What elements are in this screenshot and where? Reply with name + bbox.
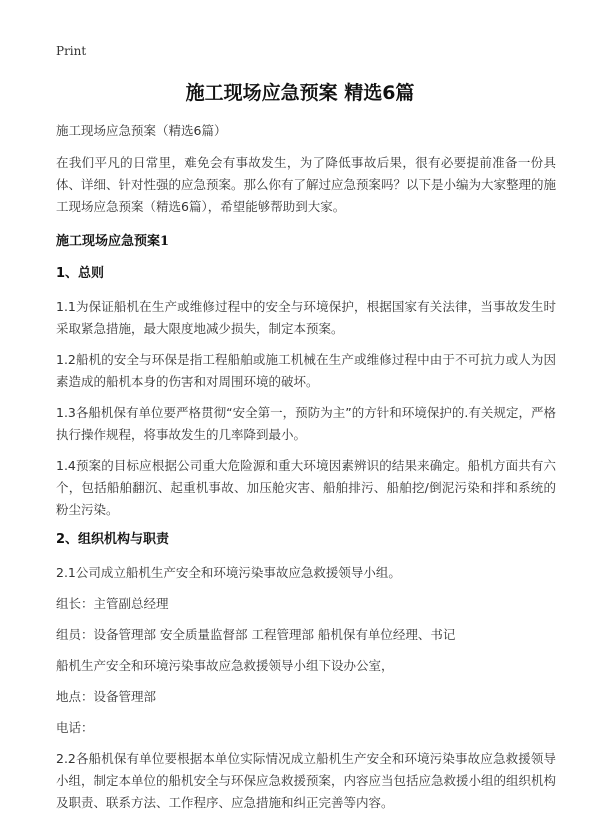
paragraph-1-4: 1.4预案的目标应根据公司重大危险源和重大环境因素辨识的结果来确定。船机方面共有六个，包括船舶翻沉、起重机事故、加压舱灾害、船舶排污、船舶挖/倒泥污染和拌和系统的粉尘污染。	[56, 458, 556, 517]
document-body	[56, 120, 556, 823]
paragraph-location: 地点：设备管理部	[56, 689, 157, 704]
paragraph-leader: 组长：主管副总经理	[56, 596, 169, 611]
document-subtitle: 施工现场应急预案（精选6篇）	[56, 123, 227, 138]
subsection-heading-general: 1、总则	[56, 266, 105, 281]
paragraph-2-2: 2.2各船机保有单位要根据本单位实际情况成立船机生产安全和环境污染事故应急救援领导小组，制定本单位的船机安全与环保应急救援预案，内容应当包括应急救援小组的组织机构及职责、联系方法、工作程序、应急措施和纠正完善等内容。	[56, 751, 557, 810]
paragraph-1-3: 1.3各船机保有单位要严格贯彻“安全第一，预防为主”的方针和环境保护的.有关规定，严格执行操作规程，将事故发生的几率降到最小。	[56, 405, 556, 442]
paragraph-2-1: 2.1公司成立船机生产安全和环境污染事故应急救援领导小组。	[56, 565, 401, 580]
intro-paragraph: 在我们平凡的日常里，难免会有事故发生，为了降低事故后果，很有必要提前准备一份具体、详细、针对性强的应急预案。那么你有了解过应急预案吗？以下是小编为大家整理的施工现场应急预案（精选6篇），希望能够帮助到大家。	[56, 155, 557, 214]
section-heading: 施工现场应急预案1	[56, 234, 170, 249]
subsection-heading-organization: 2、组织机构与职责	[56, 532, 170, 547]
paragraph-phone: 电话：	[56, 720, 94, 735]
paragraph-members: 组员：设备管理部 安全质量监督部 工程管理部 船机保有单位经理、书记	[56, 627, 456, 642]
paragraph-office: 船机生产安全和环境污染事故应急救援领导小组下设办公室，	[56, 658, 394, 673]
page-title: 施工现场应急预案 精选6篇	[185, 82, 415, 104]
paragraph-1-2: 1.2船机的安全与环保是指工程船舶或施工机械在生产或维修过程中由于不可抗力或人为因素造成的船机本身的伤害和对周围环境的破坏。	[56, 352, 556, 389]
print-link[interactable]: Print	[56, 44, 87, 58]
paragraph-1-1: 1.1为保证船机在生产或维修过程中的安全与环境保护，根据国家有关法律，当事故发生时采取紧急措施，最大限度地减少损失，制定本预案。	[56, 299, 556, 336]
